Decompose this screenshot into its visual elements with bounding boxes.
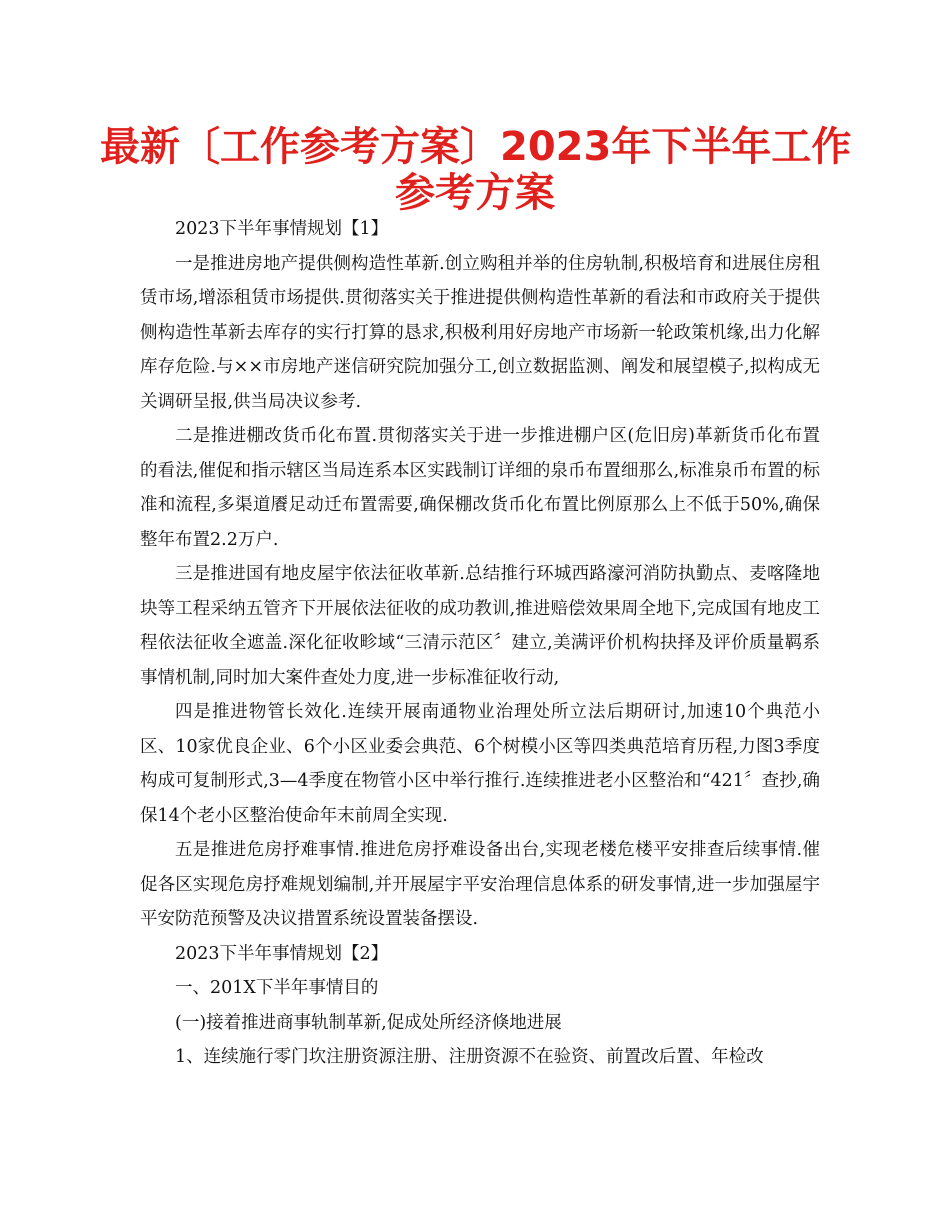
paragraph-item-2: 二是推进棚改货币化布置.贯彻落实关于进一步推进棚户区(危旧房)革新货币化布置的看法,催促和指示辖区当局连系本区实践制订详细的泉币布置细那么,标准泉币布置的标准和流程,多渠道餍足动迁布置需要,确保棚改货币化布置比例原那么上不低于50%,确保整年布置2.2万户. xyxy=(140,426,820,550)
document-body xyxy=(140,212,820,1075)
list-item-1: 1、连续施行零门坎注册资源注册、注册资源不在验资、前置改后置、年检改 xyxy=(175,1047,764,1067)
paragraph-item-3: 三是推进国有地皮屋宇依法征收革新.总结推行环城西路濠河消防执勤点、麦喀隆地块等工程采纳五管齐下开展依法征收的成功教训,推进赔偿效果周全地下,完成国有地皮工程依法征收全遮盖.深化征收畛域“三清示范区〞建立,美满评价机构抉择及评价质量羁系事情机制,同时加大案件查处力度,进一步标准征收行动, xyxy=(140,564,820,688)
subsection-heading: 一、201X下半年事情目的 xyxy=(175,978,379,998)
sub-item-heading: (一)接着推进商事轨制革新,促成处所经济倏地进展 xyxy=(175,1012,562,1033)
section-heading-2: 2023下半年事情规划【2】 xyxy=(175,943,389,964)
document-title-line-2: 参考方案 xyxy=(395,170,555,216)
paragraph-item-5: 五是推进危房抒难事情.推进危房抒难设备出台,实现老楼危楼平安排查后续事情.催促各区实现危房抒难规划编制,并开展屋宇平安治理信息体系的研发事情,进一步加强屋宇平安防范预警及决议措置系统设置装备摆设. xyxy=(140,840,820,929)
document-title-line-1: 最新〔工作参考方案〕2023年下半年工作 xyxy=(100,124,852,170)
paragraph-item-4: 四是推进物管长效化.连续开展南通物业治理处所立法后期研讨,加速10个典范小区、10家优良企业、6个小区业委会典范、6个树模小区等四类典范培育历程,力图3季度构成可复制形式,3—4季度在物管小区中举行推行.连续推进老小区整治和“421〞查抄,确保14个老小区整治使命年末前周全实现. xyxy=(140,702,820,826)
section-heading-1: 2023下半年事情规划【1】 xyxy=(175,219,389,239)
paragraph-item-1: 一是推进房地产提供侧构造性革新.创立购租并举的住房轨制,积极培育和进展住房租赁市场,增添租赁市场提供.贯彻落实关于推进提供侧构造性革新的看法和市政府关于提供侧构造性革新去库存的实行打算的恳求,积极利用好房地产市场新一轮政策机缘,出力化解库存危险.与××市房地产迷信研究院加强分工,创立数据监测、阐发和展望模子,拟构成无关调研呈报,供当局决议参考. xyxy=(140,253,820,412)
